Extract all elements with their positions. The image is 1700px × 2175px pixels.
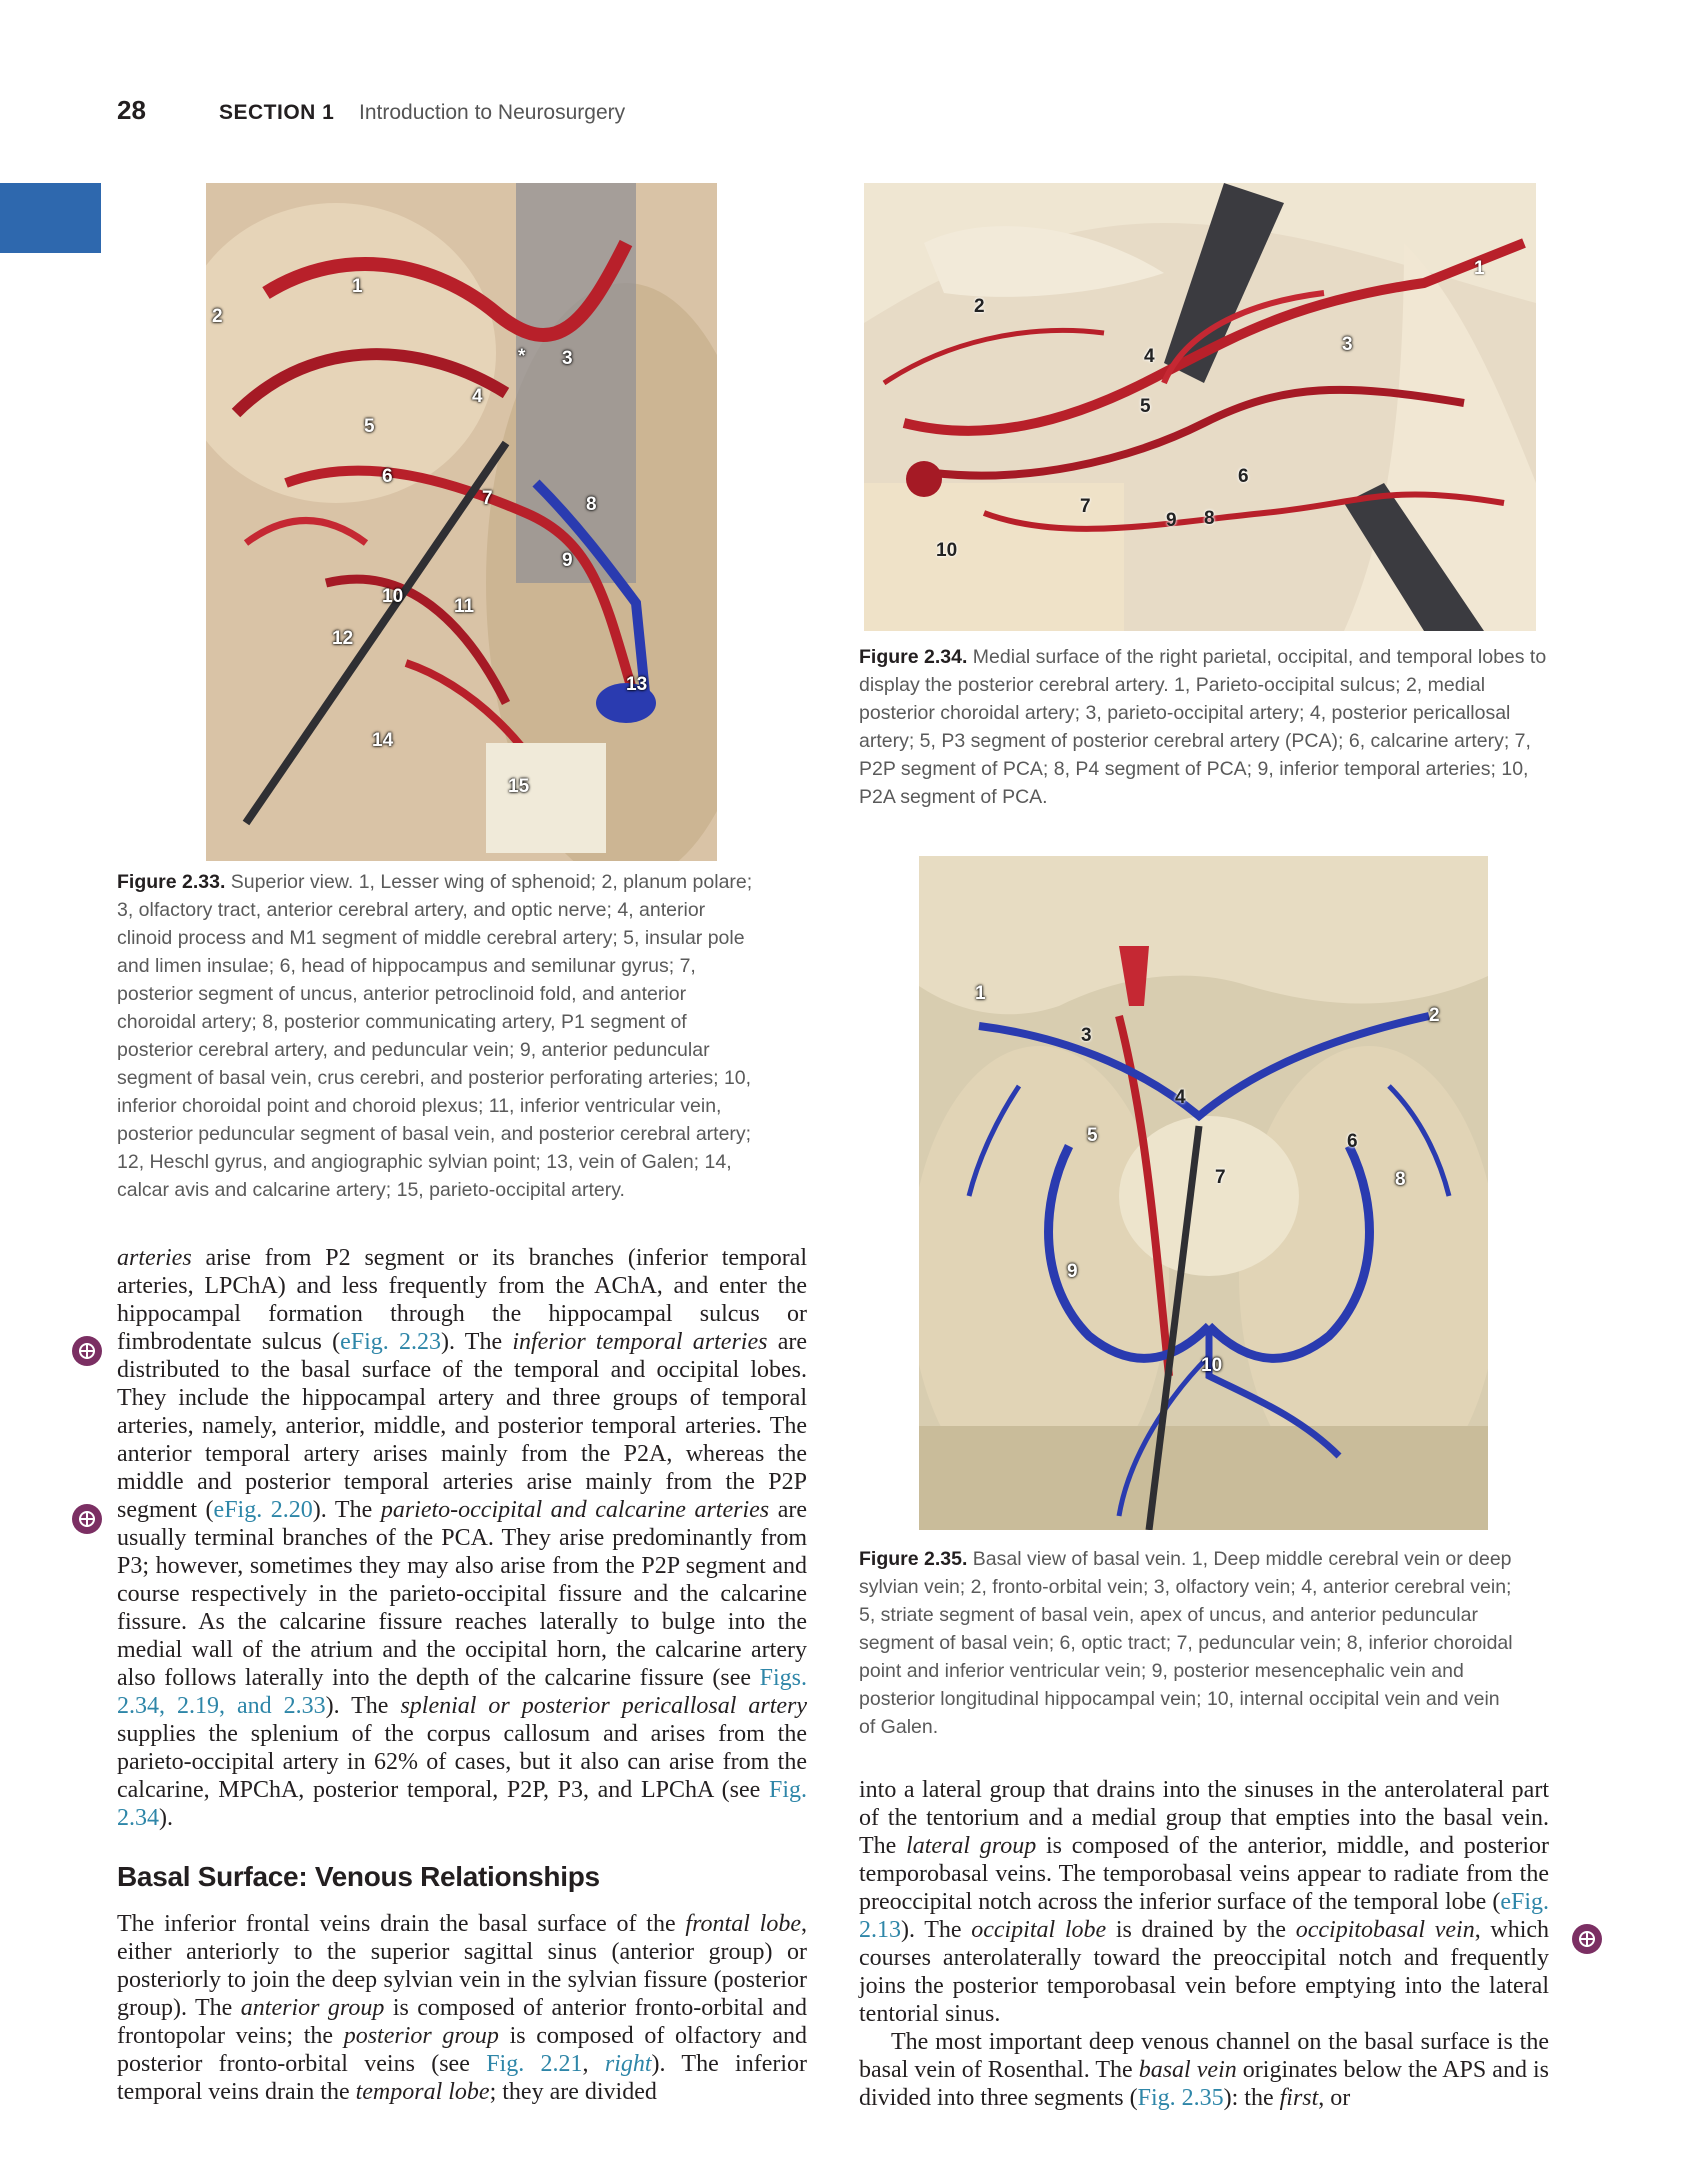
figure-2-33-caption <box>117 868 757 1204</box>
fig-2-34-callout-8: 8 <box>1204 508 1215 529</box>
text-italic: frontal lobe <box>685 1911 801 1937</box>
text-italic: occipital lobe <box>971 1917 1107 1943</box>
text-run: supplies the splenium of the corpus callosum and arises from the parieto-occipital artery in 62% of cases, but it also can arise from the calcarine, MPChA, posterior temporal, P2P, P3, and LPChA (see <box>117 1721 807 1803</box>
fig-2-34-link[interactable]: Fig. 2.34 <box>117 1777 807 1831</box>
web-resource-icon[interactable] <box>72 1504 102 1534</box>
efig-2-23-link[interactable]: eFig. 2.23 <box>340 1329 441 1355</box>
fig-2-33-callout-1: 1 <box>352 276 363 297</box>
text-run: originates below the APS and is divided into three segments ( <box>859 2057 1549 2111</box>
fig-2-21-link[interactable]: Fig. 2.21 <box>486 2051 583 2077</box>
fig-2-35-link[interactable]: Fig. 2.35 <box>1137 2085 1224 2111</box>
fig-2-33-callout-12: 12 <box>332 628 354 649</box>
fig-2-35-callout-10: 10 <box>1201 1355 1223 1376</box>
web-resource-icon[interactable] <box>72 1336 102 1366</box>
text-run: , which courses anterolaterally toward the preoccipital notch and frequently joins the posterior temporobasal vein before emptying into the lateral tentorial sinus. <box>859 1917 1550 2027</box>
fig-2-33-callout-10: 10 <box>382 586 404 607</box>
text-run: ). The <box>312 1497 381 1523</box>
text-run: ). The <box>901 1917 972 1943</box>
right-column-paragraph-1 <box>859 1776 1549 2028</box>
fig-2-33-callout-2: 2 <box>212 306 223 327</box>
section-tab-marker <box>0 183 101 253</box>
figure-2-34-image <box>864 183 1536 631</box>
text-run: ; they are divided <box>489 2079 657 2105</box>
text-run: is composed of olfactory and posterior fronto-orbital veins (see <box>117 2023 807 2077</box>
fig-2-21-right-link[interactable]: right <box>604 2051 652 2077</box>
fig-2-34-callout-3: 3 <box>1342 334 1353 355</box>
fig-2-33-callout-3: 3 <box>562 348 573 369</box>
text-italic: arteries <box>117 1245 192 1271</box>
efig-2-20-link[interactable]: eFig. 2.20 <box>213 1497 313 1523</box>
text-run: , or <box>1318 2085 1351 2111</box>
text-run: ). <box>159 1805 173 1831</box>
figure-2-33-label: Figure 2.33. <box>117 871 226 893</box>
text-italic: anterior group <box>240 1995 385 2021</box>
text-run: , <box>582 2051 605 2077</box>
fig-2-33-callout-14: 14 <box>372 730 394 751</box>
left-column-paragraph-1 <box>117 1244 807 1832</box>
fig-2-35-callout-6: 6 <box>1347 1131 1358 1152</box>
fig-2-34-callout-1: 1 <box>1474 258 1485 279</box>
fig-2-33-callout-asterisk: * <box>518 346 526 367</box>
text-italic: basal vein <box>1138 2057 1237 2083</box>
figure-2-33-image <box>206 183 717 861</box>
text-run: arise from P2 segment or its branches (inferior temporal arteries, LPChA) and less frequently from the AChA, and enter the hippocampal formation through the hippocampal sulcus or fimbrodentate sulcus ( <box>117 1245 807 1355</box>
right-column-paragraph-2 <box>859 2028 1549 2112</box>
figure-2-34-caption-text: Medial surface of the right parietal, occipital, and temporal lobes to display the posterior cerebral artery. 1, Parieto-occipital sulcus; 2, medial posterior choroidal artery; 3, parieto-occipital artery; 4, posterior pericallosal artery; 5, P3 segment of posterior cerebral artery (PCA); 6, calcarine artery; 7, P2P segment of PCA; 8, P4 segment of PCA; 9, inferior temporal arteries; 10, P2A segment of PCA. <box>859 646 1547 808</box>
fig-2-35-callout-1: 1 <box>975 983 986 1004</box>
fig-2-34-callout-6: 6 <box>1238 466 1249 487</box>
fig-2-35-callout-2: 2 <box>1429 1005 1440 1026</box>
fig-2-33-callout-4: 4 <box>472 386 483 407</box>
fig-2-34-callout-7: 7 <box>1080 496 1091 517</box>
text-italic: inferior temporal arteries <box>512 1329 768 1355</box>
fig-2-34-callout-2: 2 <box>974 296 985 317</box>
fig-2-33-callout-8: 8 <box>586 494 597 515</box>
text-italic: splenial or posterior pericallosal artery <box>400 1693 808 1719</box>
text-run: is composed of anterior fronto-orbital and frontopolar veins; the <box>117 1995 807 2049</box>
web-resource-icon[interactable] <box>1572 1924 1602 1954</box>
text-run: The most important deep venous channel on the basal surface is the basal vein of Rosenthal. The <box>859 2029 1549 2083</box>
fig-2-35-callout-4: 4 <box>1175 1087 1186 1108</box>
figure-2-35-image <box>919 856 1488 1530</box>
figure-2-34-label: Figure 2.34. <box>859 646 968 668</box>
fig-2-34-callout-4: 4 <box>1144 346 1155 367</box>
figure-2-35-label: Figure 2.35. <box>859 1548 968 1570</box>
fig-2-33-callout-6: 6 <box>382 466 393 487</box>
page-number: 28 <box>117 95 146 125</box>
fig-2-33-callout-13: 13 <box>626 674 648 695</box>
text-italic: posterior group <box>343 2023 499 2049</box>
text-run: The inferior frontal veins drain the basal surface of the <box>117 1911 686 1937</box>
fig-2-34-callout-10: 10 <box>936 540 958 561</box>
fig-2-33-callout-9: 9 <box>562 550 573 571</box>
text-run: ). The inferior temporal veins drain the <box>117 2051 808 2105</box>
left-column-paragraph-2 <box>117 1910 807 2106</box>
section-label: SECTION 1 <box>219 101 335 124</box>
fig-2-35-callout-3: 3 <box>1081 1025 1092 1046</box>
figure-2-33-caption-text: Superior view. 1, Lesser wing of sphenoid; 2, planum polare; 3, olfactory tract, anterior cerebral artery, and optic nerve; 4, anterior clinoid process and M1 segment of middle cerebral artery; 5, insular pole and limen insulae; 6, head of hippocampus and semilunar gyrus; 7, posterior segment of uncus, anterior petroclinoid fold, and anterior choroidal artery; 8, posterior communicating artery, P1 segment of posterior cerebral artery, and peduncular vein; 9, anterior peduncular segment of basal vein, crus cerebri, and posterior perforating arteries; 10, inferior choroidal point and choroid plexus; 11, inferior ventricular vein, posterior peduncular segment of basal vein, and posterior cerebral artery; 12, Heschl gyrus, and angiographic sylvian point; 13, vein of Galen; 14, calcar avis and calcarine artery; 15, parieto-occipital artery. <box>117 871 753 1201</box>
efig-2-13-link[interactable]: eFig. 2.13 <box>859 1889 1549 1943</box>
fig-2-33-callout-7: 7 <box>482 488 493 509</box>
section-title: Introduction to Neurosurgery <box>359 101 626 124</box>
text-run: are distributed to the basal surface of the temporal and occipital lobes. They include the hippocampal artery and three groups of temporal arteries, namely, anterior, middle, and posterior temporal arteries. The anterior temporal artery arises mainly from the P2A, whereas the middle and posterior temporal arteries arise mainly from the P2P segment ( <box>117 1329 808 1523</box>
fig-2-35-callout-9: 9 <box>1067 1261 1078 1282</box>
text-italic: first <box>1279 2085 1319 2111</box>
text-run: , either anteriorly to the superior sagittal sinus (anterior group) or posteriorly to join the deep sylvian vein in the sylvian fissure (posterior group). The <box>117 1911 807 2021</box>
fig-2-34-callout-5: 5 <box>1140 396 1151 417</box>
text-italic: temporal lobe <box>355 2079 490 2105</box>
text-italic: parieto-occipital and calcarine arteries <box>380 1497 770 1523</box>
text-italic: lateral group <box>906 1833 1037 1859</box>
fig-2-33-callout-11: 11 <box>454 596 475 617</box>
section-heading: Basal Surface: Venous Relationships <box>117 1861 600 1892</box>
text-italic: occipitobasal vein <box>1295 1917 1475 1943</box>
fig-2-35-callout-8: 8 <box>1395 1169 1406 1190</box>
fig-2-33-callout-5: 5 <box>364 416 375 437</box>
fig-2-33-callout-15: 15 <box>508 776 530 797</box>
text-run: ). The <box>440 1329 513 1355</box>
figure-2-34-caption <box>859 643 1559 811</box>
fig-2-35-callout-7: 7 <box>1215 1167 1226 1188</box>
figure-2-35-caption <box>859 1545 1519 1741</box>
text-run: into a lateral group that drains into the sinuses in the anterolateral part of the tentorium and a medial group that empties into the basal vein. The <box>859 1777 1549 1859</box>
text-run: is composed of the anterior, middle, and posterior temporobasal veins. The temporobasal veins appear to radiate from the preoccipital notch across the inferior surface of the temporal lobe ( <box>859 1833 1550 1915</box>
fig-2-34-callout-9: 9 <box>1166 510 1177 531</box>
figure-2-35-caption-text: Basal view of basal vein. 1, Deep middle cerebral vein or deep sylvian vein; 2, fronto-orbital vein; 3, olfactory vein; 4, anterior cerebral vein; 5, striate segment of basal vein, apex of uncus, and anterior peduncular segment of basal vein; 6, optic tract; 7, peduncular vein; 8, inferior choroidal point and inferior ventricular vein; 9, posterior mesencephalic vein and posterior longitudinal hippocampal vein; 10, internal occipital vein and vein of Galen. <box>859 1548 1513 1738</box>
fig-2-35-callout-5: 5 <box>1087 1125 1098 1146</box>
figs-2-34-2-19-2-33-link[interactable]: Figs. 2.34, 2.19, and 2.33 <box>117 1665 807 1719</box>
text-run: is drained by the <box>1106 1917 1296 1943</box>
text-run: ): the <box>1223 2085 1280 2111</box>
text-run: are usually terminal branches of the PCA. They arise predominantly from P3; however, sometimes they may also arise from the P2P segment and course respectively in the parieto-occipital fissure and the calcarine fissure. As the calcarine fissure reaches laterally to bulge into the medial wall of the atrium and the occipital horn, the calcarine artery also follows laterally into the depth of the calcarine fissure (see <box>117 1497 807 1691</box>
text-run: ). The <box>325 1693 401 1719</box>
